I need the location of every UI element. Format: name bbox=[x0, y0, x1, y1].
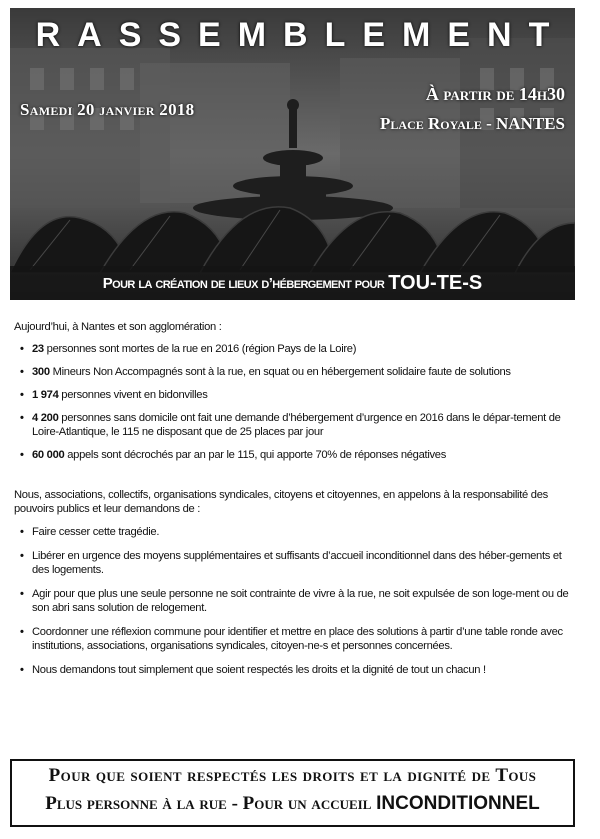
footer-line-2-text: Plus personne à la rue - Pour un accueil bbox=[45, 793, 372, 814]
section2-intro: Nous, associations, collectifs, organisations syndicales, citoyens et citoyennes, en appelons à la responsabilité des pouvoirs publics et leur demandons de : bbox=[14, 489, 548, 515]
event-place: Place Royale - NANTES bbox=[380, 114, 565, 133]
footer-line-1: Pour que soient respectés les droits et la dignité de Tous bbox=[48, 765, 537, 786]
stat-text: appels sont décrochés par an par le 115, qui apporte 70% de réponses négatives bbox=[64, 449, 447, 461]
stat-text: personnes vivent en bidonvilles bbox=[58, 389, 208, 401]
page-title: RASSEMBLEMENT bbox=[35, 16, 567, 54]
list-item bbox=[20, 388, 574, 402]
list-item bbox=[20, 411, 574, 439]
list-item bbox=[20, 342, 574, 356]
list-item: • Faire cesser cette tragédie. bbox=[20, 525, 574, 539]
body-text bbox=[14, 320, 574, 687]
list-item bbox=[20, 448, 574, 462]
stat-number: 60 000 bbox=[32, 449, 65, 461]
stat-number: 23 bbox=[32, 343, 44, 355]
stat-number: 4 200 bbox=[32, 412, 59, 424]
demands-list bbox=[20, 525, 574, 677]
stat-text: Mineurs Non Accompagnés sont à la rue, en squat ou en hébergement solidaire faute de solutions bbox=[49, 366, 511, 378]
stat-text: personnes sont mortes de la rue en 2016 (région Pays de la Loire) bbox=[43, 343, 357, 355]
list-item: • Libérer en urgence des moyens supplémentaires et suffisants d’accueil inconditionnel dans des héber-gements et des logements. bbox=[20, 549, 574, 577]
stat-number: 300 bbox=[32, 366, 50, 378]
slogan-bar bbox=[10, 266, 575, 300]
footer-box bbox=[10, 759, 575, 827]
list-item: • Agir pour que plus une seule personne ne soit contrainte de vivre à la rue, ne soit expulsée de son loge-ment ou de son abri sans solution de relogement. bbox=[20, 587, 574, 615]
list-item: • Nous demandons tout simplement que soient respectés les droits et la dignité de tout un chacun ! bbox=[20, 663, 574, 677]
stats-list bbox=[20, 342, 574, 462]
list-item: • Coordonner une réflexion commune pour identifier et mettre en place des solutions à partir d’une table ronde avec institutions, associations, organisations syndicales, citoyen-ne-s et personnes concernées. bbox=[20, 625, 574, 653]
slogan-emphasis: TOU-TE-S bbox=[388, 271, 483, 294]
footer-line-2 bbox=[18, 793, 567, 815]
header-banner bbox=[10, 8, 575, 300]
slogan-text: Pour la création de lieux d’hébergement pour bbox=[102, 274, 385, 292]
event-time: À partir de 14h30 bbox=[425, 84, 565, 104]
event-date: Samedi 20 janvier 2018 bbox=[20, 100, 195, 119]
stat-text: personnes sans domicile ont fait une demande d’hébergement d’urgence en 2016 dans le dépar-tement de Loire-Atlantique, le 115 ne disposant que de 25 places par jour bbox=[32, 412, 561, 438]
stat-number: 1 974 bbox=[32, 389, 59, 401]
section1-intro: Aujourd’hui, à Nantes et son agglomération : bbox=[14, 321, 222, 333]
list-item bbox=[20, 365, 574, 379]
footer-line-2-emphasis: INCONDITIONNEL bbox=[376, 793, 540, 814]
